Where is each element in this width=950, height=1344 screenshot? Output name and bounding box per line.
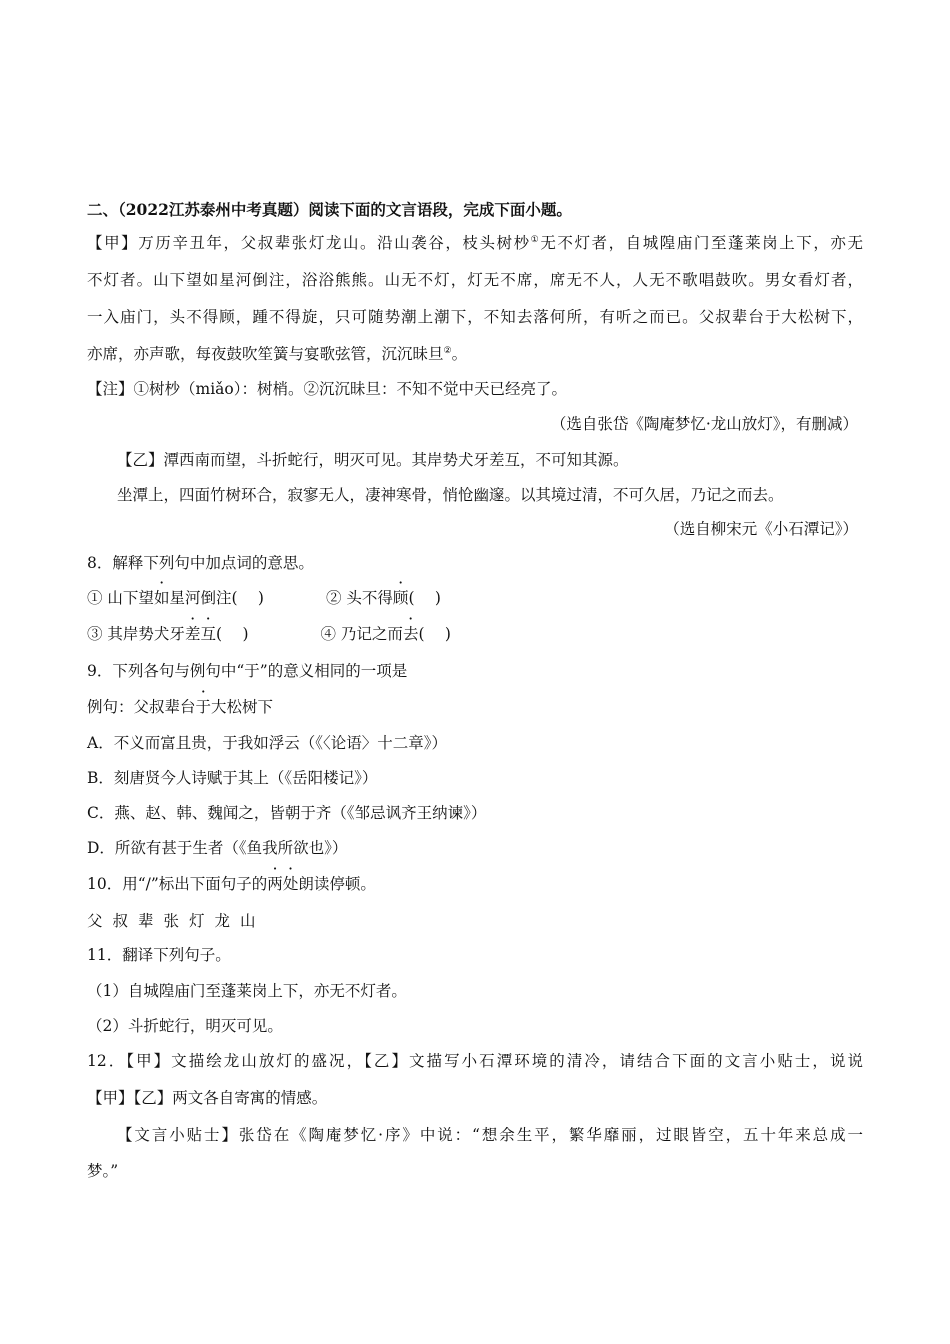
- question-9-example: 例句：父叔辈台于大松树下: [87, 698, 274, 716]
- q8-item-2: ② 头不得顾( ): [325, 589, 441, 607]
- emphasis-dot-word: 如: [153, 589, 170, 607]
- emphasis-dot-word: 互: [200, 625, 216, 643]
- question-12-line-2: 【甲】【乙】两文各自寄寓的情感。: [87, 1089, 328, 1107]
- passage-jia-line-2: 不灯者。山下望如星河倒注，浴浴熊熊。山无不灯，灯无不席，席无不人，人无不歌唱鼓吹。男女看灯者，: [87, 271, 863, 289]
- emphasis-dot-word: 去: [402, 625, 419, 643]
- passage-jia-line-3: 一入庙门，头不得顾，踵不得旋，只可随势潮上潮下，不知去落何所，有听之而已。父叔辈台于大松树下，: [87, 308, 863, 326]
- emphasis-dot-word: 于: [195, 698, 212, 716]
- question-10-sentence: 父叔辈张灯龙山: [87, 912, 266, 930]
- question-8-items-row-1: [87, 588, 441, 608]
- emphasis-dot-word: 差: [184, 625, 201, 643]
- passage-jia-line-1: 【甲】万历辛丑年，父叔辈张灯龙山。沿山袭谷，枝头树杪①无不灯者，自城隍庙门至蓬莱岗上下，亦无: [87, 234, 863, 252]
- emphasis-dot-word: 两: [267, 875, 283, 893]
- q8-item-4: ④ 乃记之而去( ): [320, 625, 451, 643]
- emphasis-dot-word: 顾: [392, 589, 409, 607]
- q8-item-3: ③ 其岸势犬牙差互( ): [87, 625, 249, 643]
- question-12-tip-line-2: 梦。”: [87, 1162, 119, 1180]
- question-9-option-d: D．所欲有甚于生者（《鱼我所欲也》）: [87, 839, 348, 857]
- passage-yi-line-2: 坐潭上，四面竹树环合，寂寥无人，凄神寒骨，悄怆幽邃。以其境过清，不可久居，乃记之而去。: [117, 486, 784, 504]
- question-11-stem: 11．翻译下列句子。: [87, 946, 231, 964]
- question-8-stem: 8．解释下列句中加点词的意思。: [87, 554, 314, 572]
- q8-item-1: ① 山下望如星河倒注( ): [87, 589, 264, 607]
- question-9-option-b: B．刻唐贤今人诗赋于其上（《岳阳楼记》）: [87, 769, 378, 787]
- section-heading: 二、（2022江苏泰州中考真题）阅读下面的文言语段，完成下面小题。: [87, 200, 572, 219]
- passage-yi-source: （选自柳宋元《小石潭记》）: [664, 520, 858, 538]
- question-12-tip-line-1: 【文言小贴士】张岱在《陶庵梦忆·序》中说：“想余生平，繁华靡丽，过眼皆空，五十年来总成一: [117, 1126, 863, 1144]
- passage-jia-note: 【注】①树杪（miǎo）：树梢。②沉沉昧旦：不知不觉中天已经亮了。: [87, 380, 567, 398]
- question-8-items-row-2: [87, 624, 451, 644]
- question-11-sentence-1: （1）自城隍庙门至蓬莱岗上下，亦无不灯者。: [87, 982, 407, 1000]
- passage-jia-line-4: 亦席，亦声歌，每夜鼓吹笙簧与宴歌弦管，沉沉昧旦②。: [87, 345, 468, 363]
- passage-jia-source: （选自张岱《陶庵梦忆·龙山放灯》，有删减）: [550, 415, 858, 433]
- passage-yi-line-1: 【乙】潭西南而望，斗折蛇行，明灭可见。其岸势犬牙差互，不可知其源。: [117, 451, 629, 469]
- question-9-stem: 9．下列各句与例句中“于”的意义相同的一项是: [87, 662, 408, 680]
- question-9-option-a: A．不义而富且贵，于我如浮云（《〈论语〉十二章》）: [87, 734, 447, 752]
- question-9-option-c: C．燕、赵、韩、魏闻之，皆朝于齐（《邹忌讽齐王纳谏》）: [87, 804, 487, 822]
- question-11-sentence-2: （2）斗折蛇行，明灭可见。: [87, 1017, 283, 1035]
- question-10-stem: 10．用“/”标出下面句子的两处朗读停顿。: [87, 875, 376, 893]
- emphasis-dot-word: 处: [282, 875, 299, 893]
- question-12-line-1: 12．【甲】文描绘龙山放灯的盛况，【乙】文描写小石潭环境的清冷，请结合下面的文言小贴士，说说: [87, 1052, 863, 1070]
